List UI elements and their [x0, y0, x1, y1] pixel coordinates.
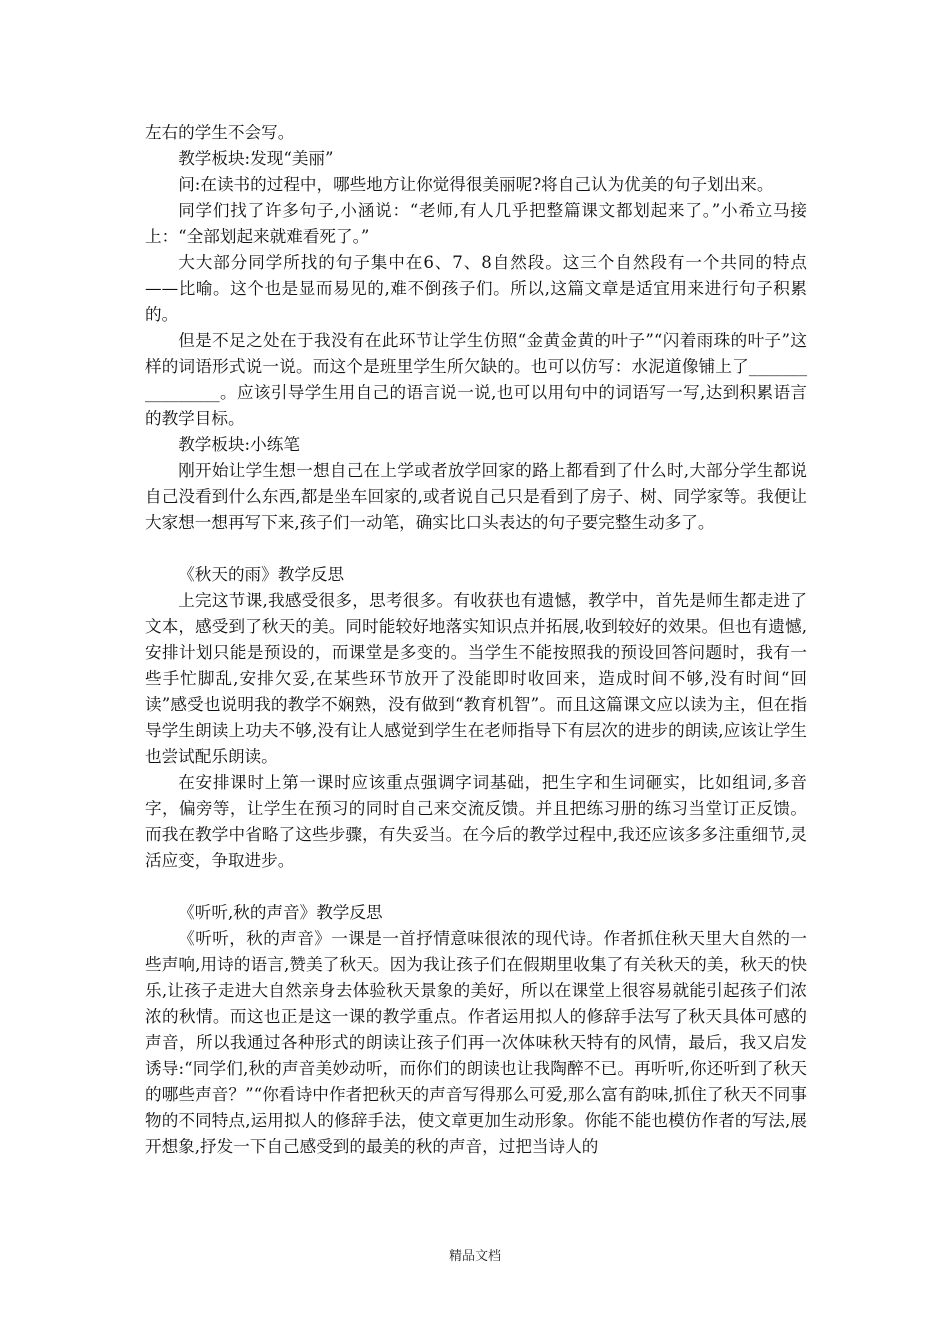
- paragraph: 同学们找了许多句子,小涵说：“老师,有人几乎把整篇课文都划起来了。”小希立马接上：“全部划起来就难看死了。”: [145, 201, 807, 246]
- paragraph: 问:在读书的过程中，哪些地方让你觉得很美丽呢?将自己认为优美的句子划出来。: [178, 175, 774, 194]
- paragraph: 但是不足之处在于我没有在此环节让学生仿照“金黄金黄的叶子”“闪着雨珠的叶子”这样的词语形式说一说。而这个是班里学生所欠缺的。也可以仿写：水泥道像铺上了________________。应该引导学生用自己的语言说一说,也可以用句中的词语写一写,达到积累语言的教学目标。: [145, 331, 807, 428]
- paragraph: 《秋天的雨》教学反思: [178, 565, 345, 584]
- paragraph-spacer: [145, 536, 807, 562]
- document-body: [145, 120, 807, 1160]
- paragraph: 教学板块:发现“美丽”: [178, 149, 334, 168]
- paragraph: 大大部分同学所找的句子集中在6、7、8自然段。这三个自然段有一个共同的特点——比喻。这个也是显而易见的,难不倒孩子们。所以,这篇文章是适宜用来进行句子积累的。: [145, 253, 807, 324]
- paragraph: 教学板块:小练笔: [178, 435, 300, 454]
- paragraph: 《听听，秋的声音》一课是一首抒情意味很浓的现代诗。作者抓住秋天里大自然的一些声响,用诗的语言,赞美了秋天。因为我让孩子们在假期里收集了有关秋天的美，秋天的快乐,让孩子走进大自然亲身去体验秋天景象的美好，所以在课堂上很容易就能引起孩子们浓浓的秋情。而这也正是这一课的教学重点。作者运用拟人的修辞手法写了秋天具体可感的声音，所以我通过各种形式的朗读让孩子们再一次体味秋天特有的风情，最后，我又启发诱导:“同学们,秋的声音美妙动听，而你们的朗读也让我陶醉不已。再听听,你还听到了秋天的哪些声音？”“你看诗中作者把秋天的声音写得那么可爱,那么富有韵味,抓住了秋天不同事物的不同特点,运用拟人的修辞手法，使文章更加生动形象。你能不能也模仿作者的写法,展开想象,抒发一下自己感受到的最美的秋的声音，过把当诗人的: [145, 929, 807, 1156]
- paragraph: 刚开始让学生想一想自己在上学或者放学回家的路上都看到了什么时,大部分学生都说自己没看到什么东西,都是坐车回家的,或者说自己只是看到了房子、树、同学家等。我便让大家想一想再写下来,孩子们一动笔，确实比口头表达的句子要完整生动多了。: [145, 461, 807, 532]
- paragraph: 左右的学生不会写。: [145, 123, 295, 142]
- paragraph: 《听听,秋的声音》教学反思: [178, 903, 383, 922]
- paragraph-spacer: [145, 874, 807, 900]
- page-footer: 精品文档: [448, 1249, 501, 1264]
- paragraph: 在安排课时上第一课时应该重点强调字词基础，把生字和生词砸实，比如组词,多音字，偏旁等，让学生在预习的同时自己来交流反馈。并且把练习册的练习当堂订正反馈。而我在教学中省略了这些步骤，有失妥当。在今后的教学过程中,我还应该多多注重细节,灵活应变，争取进步。: [145, 773, 807, 870]
- paragraph: 上完这节课,我感受很多，思考很多。有收获也有遗憾，教学中，首先是师生都走进了文本，感受到了秋天的美。同时能较好地落实知识点并拓展,收到较好的效果。但也有遗憾,安排计划只能是预设的，而课堂是多变的。当学生不能按照我的预设回答问题时，我有一些手忙脚乱,安排欠妥,在某些环节放开了没能即时收回来，造成时间不够,没有时间“回读”感受也说明我的教学不娴熟，没有做到“教育机智”。而且这篇课文应以读为主，但在指导学生朗读上功夫不够,没有让人感觉到学生在老师指导下有层次的进步的朗读,应该让学生也尝试配乐朗读。: [145, 591, 807, 766]
